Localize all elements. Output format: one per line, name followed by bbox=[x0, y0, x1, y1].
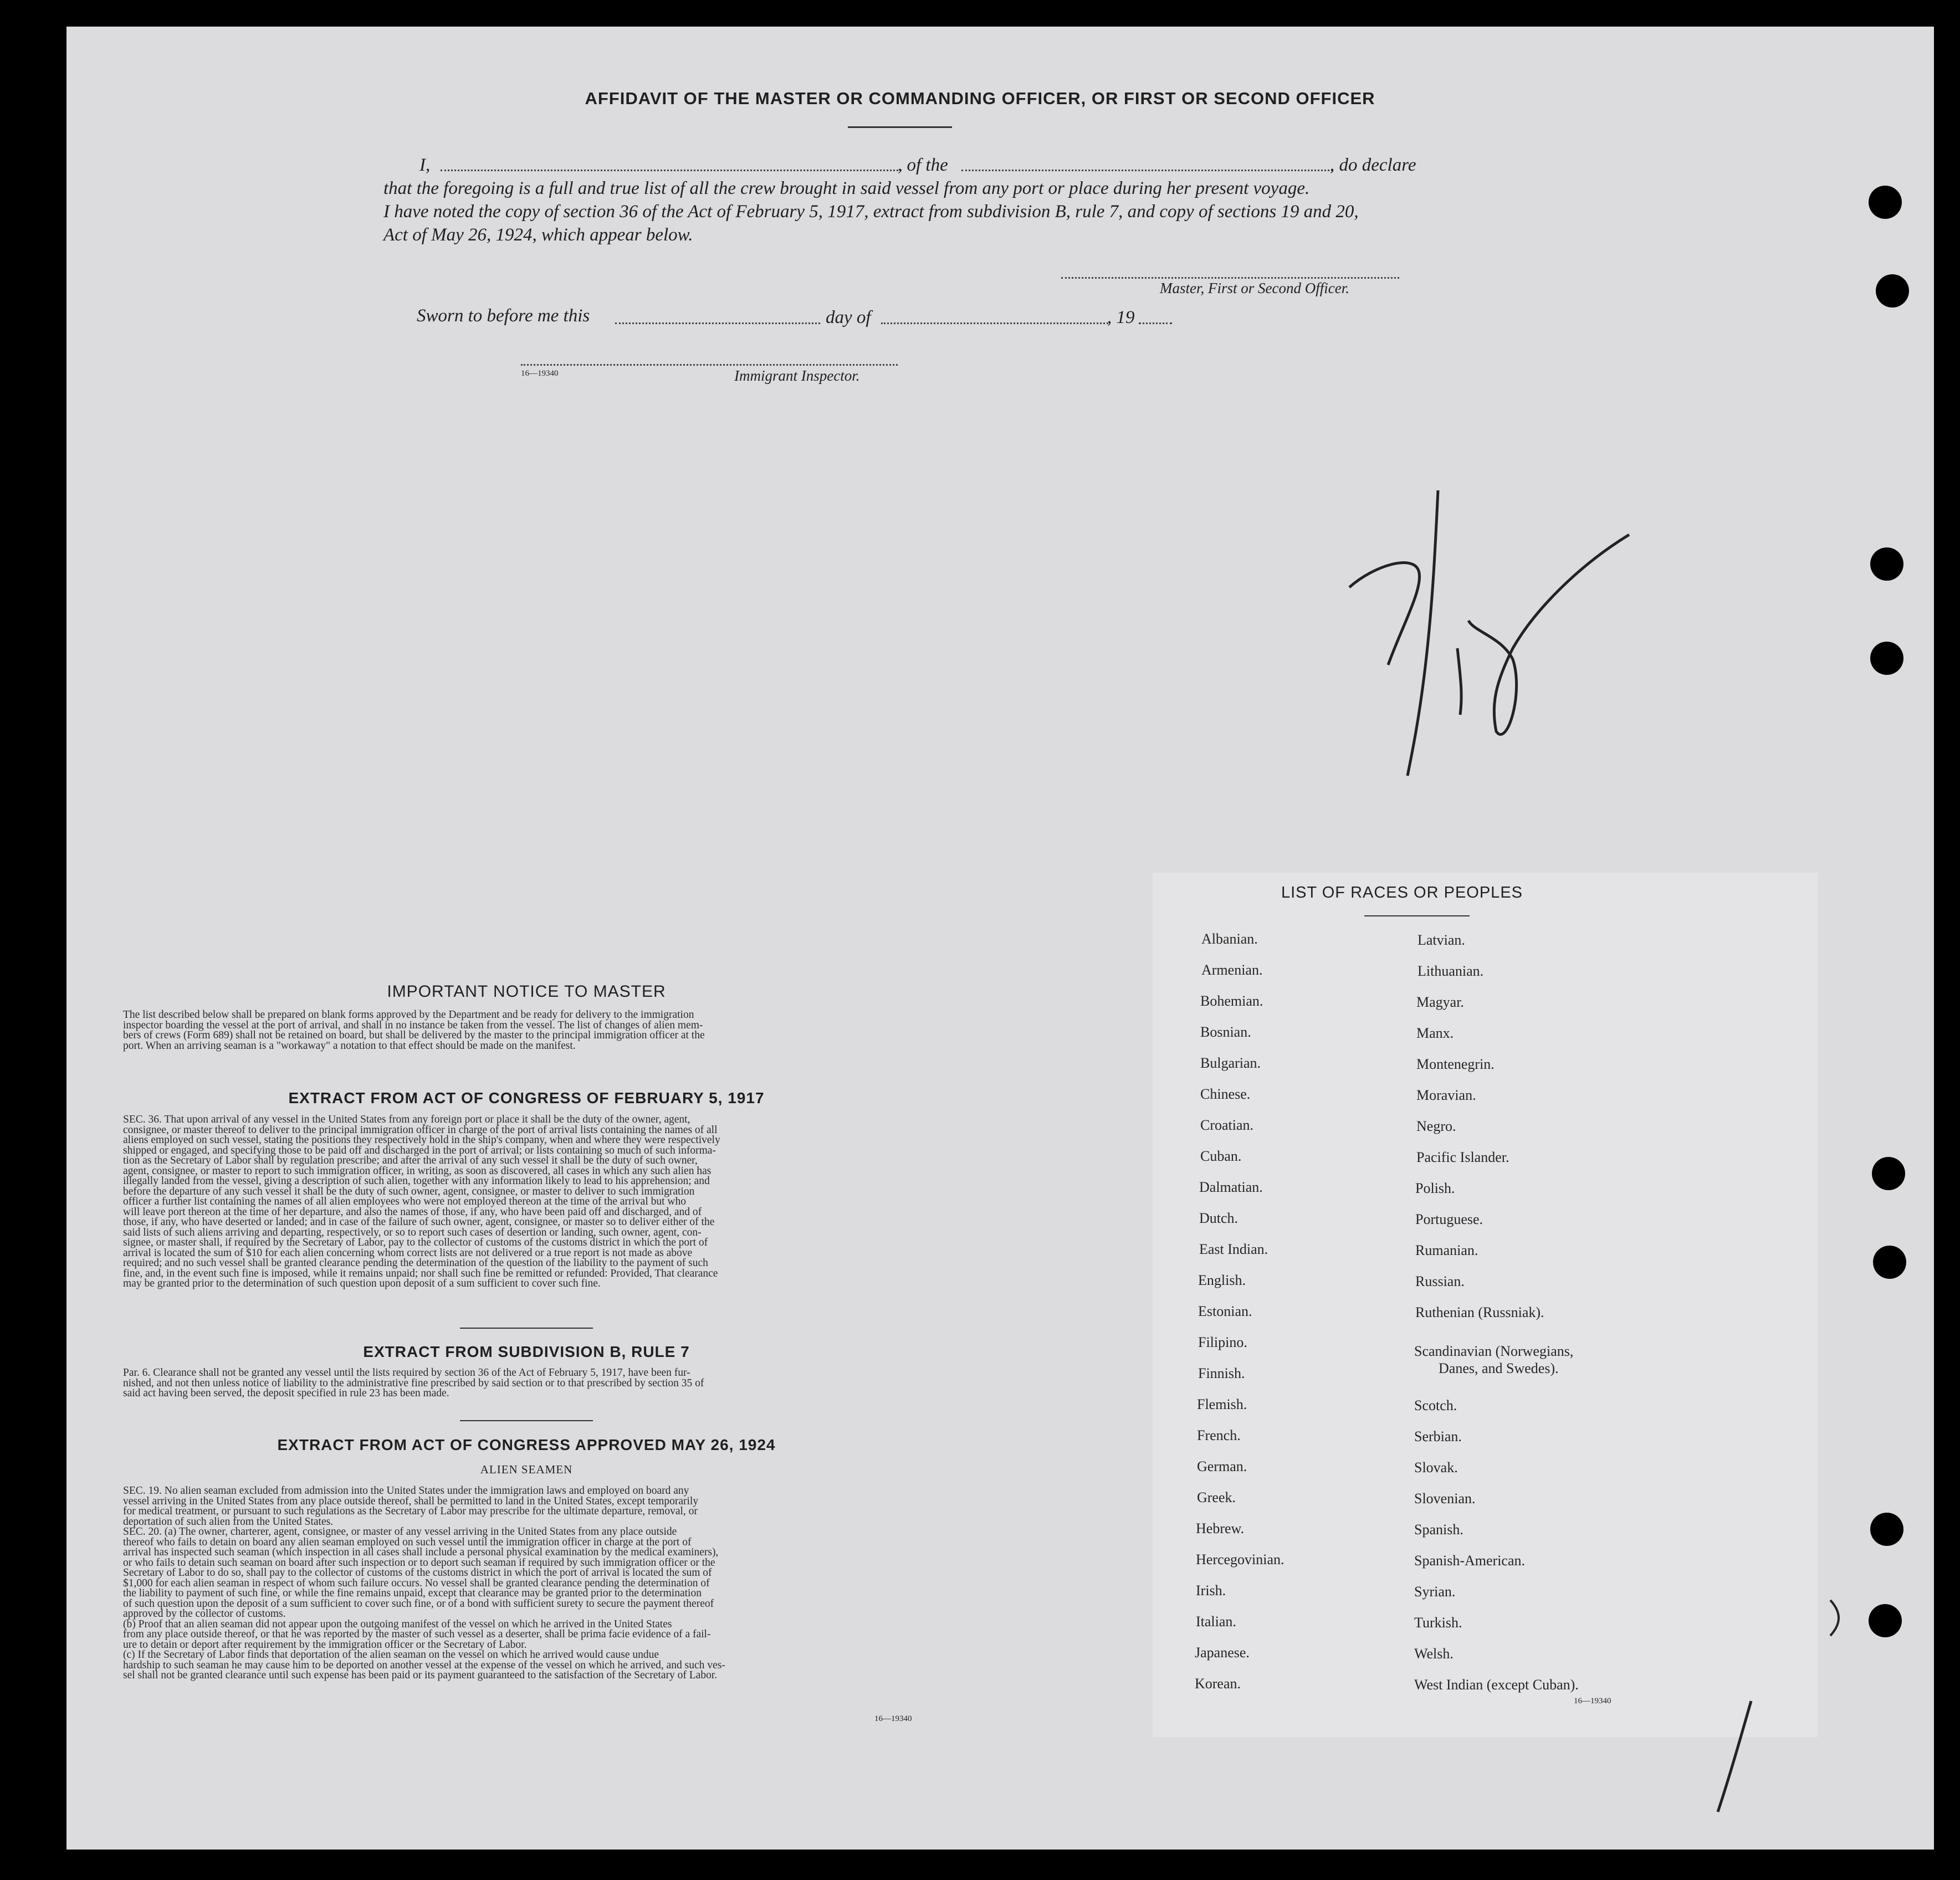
rule-7-line: Par. 6. Clearance shall not be granted any vessel until the lists required by section 36 of the Act of February 5, 1917, have been fur- bbox=[123, 1367, 690, 1379]
race-item: Filipino. bbox=[1198, 1334, 1247, 1350]
section-36-line: may be granted prior to the determination of such question upon deposit of a sum sufficient to cover such fine. bbox=[123, 1278, 601, 1289]
section-20-line: or who fails to detain such seaman on board after such inspection or to deport such seaman if required by such immigration officer or the bbox=[123, 1556, 715, 1569]
sworn-day-field[interactable] bbox=[615, 322, 820, 324]
race-item: West Indian (except Cuban). bbox=[1414, 1677, 1579, 1693]
race-item: Bosnian. bbox=[1200, 1024, 1251, 1040]
section-20-line: of such question upon the deposit of a sum sufficient to cover such fine, or of a bond with sufficient surety to secure the payment thereof bbox=[123, 1597, 714, 1610]
notice-title: IMPORTANT NOTICE TO MASTER bbox=[387, 982, 666, 1001]
race-item: Magyar. bbox=[1416, 994, 1464, 1010]
form-number: 16—19340 bbox=[1574, 1697, 1611, 1705]
extract-1924-title: EXTRACT FROM ACT OF CONGRESS APPROVED MAY 26, 1924 bbox=[277, 1436, 776, 1453]
race-item: Spanish. bbox=[1414, 1522, 1463, 1538]
race-item: Dutch. bbox=[1199, 1210, 1239, 1226]
race-item: Polish. bbox=[1415, 1180, 1455, 1196]
race-item: Serbian. bbox=[1414, 1428, 1462, 1444]
section-20-line: sel shall not be granted clearance until such expense has been paid or its payment guaranteed to the satisfaction of the Secretary of Labor. bbox=[123, 1669, 718, 1681]
vessel-field[interactable] bbox=[961, 170, 1333, 171]
race-item: Dalmatian. bbox=[1199, 1179, 1263, 1195]
races-title: LIST OF RACES OR PEOPLES bbox=[1281, 884, 1523, 901]
affidavit-line-4: Act of May 26, 1924, which appear below. bbox=[383, 225, 693, 245]
section-20-line: (c) If the Secretary of Labor finds that deportation of the alien seaman on the vessel on which he arrived would cause undue bbox=[123, 1649, 659, 1661]
section-20-line: (b) Proof that an alien seaman did not appear upon the outgoing manifest of the vessel on which he arrived in the United States bbox=[123, 1618, 672, 1630]
race-item: Welsh. bbox=[1414, 1646, 1454, 1662]
section-19-line: deportation of such alien from the United States. bbox=[123, 1515, 334, 1528]
section-divider bbox=[460, 1420, 593, 1421]
section-36-line: those, if any, who have deserted or landed; and in case of the failure of such owner, agent, consignee, or master so to deliver either of the bbox=[123, 1216, 715, 1228]
notice-line: bers of crews (Form 689) shall not be retained on board, but shall be delivered by the master to the principal immigration officer at the bbox=[123, 1029, 705, 1041]
race-item: Italian. bbox=[1196, 1613, 1236, 1630]
year-field[interactable] bbox=[1139, 322, 1172, 324]
race-item: Pacific Islander. bbox=[1416, 1149, 1509, 1165]
section-20-line: SEC. 20. (a) The owner, charterer, agent, consignee, or master of any vessel arriving in the United States from any place outside bbox=[123, 1526, 677, 1538]
race-item: Estonian. bbox=[1198, 1303, 1252, 1319]
affidavit-line-3: I have noted the copy of section 36 of the Act of February 5, 1917, extract from subdivision B, rule 7, and copy of sections 19 and 20, bbox=[383, 202, 1359, 222]
section-36-line: signee, or master shall, if required by the Secretary of Labor, pay to the collector of customs of the customs district in which the port of bbox=[123, 1237, 708, 1248]
section-36-line: agent, consignee, or master to report to such immigration officer, in writing, as soon as discovered, all cases in which any such alien has bbox=[123, 1165, 712, 1177]
affidavit-do-declare: , do declare bbox=[1330, 155, 1416, 175]
section-36-line: consignee, or master thereof to deliver to the principal immigration officer in charge of the port of arrival lists containing the names of all bbox=[123, 1124, 718, 1136]
section-36-line: officer a further list containing the names of all alien employees who were not employed thereon at the time of the arrival but who bbox=[123, 1196, 687, 1207]
race-item: Manx. bbox=[1416, 1025, 1454, 1041]
race-item-continued: Danes, and Swedes). bbox=[1439, 1360, 1559, 1376]
section-36-line: SEC. 36. That upon arrival of any vessel in the United States from any foreign port or place it shall be the duty of the owner, agent, bbox=[123, 1114, 690, 1125]
race-item: Armenian. bbox=[1201, 962, 1263, 978]
section-36-line: before the departure of any such vessel it shall be the duty of such owner, agent, consignee, or master to deliver to such immigration bbox=[123, 1185, 695, 1197]
race-item: Rumanian. bbox=[1415, 1242, 1478, 1258]
race-item: Lithuanian. bbox=[1417, 963, 1484, 979]
race-item: Russian. bbox=[1415, 1273, 1465, 1289]
race-item: Ruthenian (Russniak). bbox=[1415, 1304, 1544, 1320]
race-item: Albanian. bbox=[1201, 931, 1258, 947]
race-item: German. bbox=[1197, 1458, 1247, 1474]
punch-hole-icon bbox=[1873, 1246, 1906, 1279]
race-item: English. bbox=[1198, 1272, 1246, 1288]
master-signature-label: Master, First or Second Officer. bbox=[1160, 280, 1349, 296]
sworn-label: Sworn to before me this bbox=[417, 306, 590, 326]
affidavit-line-2: that the foregoing is a full and true list of all the crew brought in said vessel from any port or place during her present voyage. bbox=[383, 178, 1310, 198]
punch-hole-icon bbox=[1870, 642, 1903, 675]
notice-body bbox=[123, 1010, 935, 1051]
race-item: Spanish-American. bbox=[1414, 1553, 1526, 1569]
race-item: Korean. bbox=[1195, 1676, 1241, 1692]
form-number: 16—19340 bbox=[521, 369, 559, 378]
race-item: Bohemian. bbox=[1200, 993, 1263, 1009]
section-20-line: ure to detain or deport after requirement by the immigration officer or the Secretary of Labor. bbox=[123, 1638, 527, 1651]
rule-7-line: said act having been served, the deposit specified in rule 23 has been made. bbox=[123, 1387, 449, 1399]
punch-hole-icon bbox=[1870, 547, 1903, 581]
race-item: Slovak. bbox=[1414, 1459, 1458, 1476]
section-36-line: tion as the Secretary of Labor shall by regulation prescribe; and after the arrival of any such vessel it shall be the duty of such owner, bbox=[123, 1155, 698, 1166]
section-20-line: arrival has inspected such seaman (which inspection in all cases shall include a personal physical examination by the medical examiners), bbox=[123, 1546, 719, 1558]
handwritten-tick bbox=[1712, 1695, 1757, 1817]
extract-1917-body bbox=[123, 1115, 935, 1289]
race-item: French. bbox=[1197, 1427, 1241, 1443]
race-item: Chinese. bbox=[1200, 1086, 1251, 1102]
race-item: Montenegrin. bbox=[1416, 1056, 1495, 1072]
punch-hole-icon bbox=[1870, 1513, 1903, 1546]
race-item: Slovenian. bbox=[1414, 1490, 1476, 1507]
affidavit-i: I, bbox=[419, 155, 431, 175]
name-field[interactable] bbox=[441, 170, 902, 171]
race-item: Finnish. bbox=[1198, 1365, 1245, 1381]
alien-seamen-subtitle: ALIEN SEAMEN bbox=[480, 1463, 573, 1476]
section-36-line: required; and no such vessel shall be granted clearance pending the determination of the question of the liability to the payment of such bbox=[123, 1257, 708, 1269]
extract-1924-body bbox=[123, 1486, 935, 1681]
race-item: Scotch. bbox=[1414, 1397, 1457, 1413]
section-36-line: aliens employed on such vessel, stating the positions they respectively hold in the ship's company, when and where they were respectively bbox=[123, 1134, 720, 1146]
rule-7-body bbox=[123, 1368, 935, 1399]
punch-hole-icon bbox=[1876, 274, 1909, 308]
notice-line: inspector boarding the vessel at the port of arrival, and shall in no instance be taken from the vessel. The list of changes of alien mem- bbox=[123, 1019, 703, 1031]
section-19-line: vessel arriving in the United States from any place outside thereof, shall be permitted to land in the United States, except temporarily bbox=[123, 1495, 699, 1507]
day-of-label: day of bbox=[826, 308, 871, 327]
punch-hole-icon bbox=[1869, 186, 1902, 219]
section-20-line: approved by the collector of customs. bbox=[123, 1608, 286, 1620]
section-20-line: the liability to payment of such fine, or while the fine remains unpaid, except that clearance may be granted prior to the determination bbox=[123, 1587, 702, 1599]
race-item: Hercegovinian. bbox=[1196, 1551, 1285, 1567]
section-divider bbox=[460, 1328, 593, 1329]
race-item: Syrian. bbox=[1414, 1584, 1456, 1600]
race-item: East Indian. bbox=[1199, 1241, 1268, 1257]
extract-1917-title: EXTRACT FROM ACT OF CONGRESS OF FEBRUARY 5, 1917 bbox=[288, 1089, 765, 1107]
race-item: Portuguese. bbox=[1415, 1211, 1483, 1227]
rule-7-line: nished, and not then unless notice of liability to the administrative fine prescribed by said section or to that prescribed by section 35 of bbox=[123, 1377, 704, 1389]
master-signature-line[interactable] bbox=[1061, 277, 1399, 279]
handwritten-page-mark bbox=[1330, 482, 1640, 792]
section-20-line: $1,000 for each alien seaman in respect of whom such failure occurs. No vessel shall be granted clearance pending the determination of bbox=[123, 1577, 710, 1589]
race-item: Irish. bbox=[1196, 1582, 1226, 1599]
rule-7-title: EXTRACT FROM SUBDIVISION B, RULE 7 bbox=[363, 1343, 690, 1360]
section-36-line: fine, and, in the event such fine is imposed, while it remains unpaid; nor shall such fine be remitted or refunded: Provided, That clearance bbox=[123, 1267, 718, 1279]
section-20-line: from any place outside thereof, or that he was reported by the master of such vessel as a deserter, shall be prima facie evidence of a fail- bbox=[123, 1628, 711, 1640]
section-20-line: Secretary of Labor to do so, shall pay to the collector of customs of the customs district in which the port of arrival is located the sum of bbox=[123, 1567, 712, 1579]
form-number: 16—19340 bbox=[874, 1714, 912, 1723]
race-item: Flemish. bbox=[1197, 1396, 1247, 1412]
section-19-line: for medical treatment, or pursuant to such regulations as the Secretary of Labor may prescribe for the ultimate departure, removal, or bbox=[123, 1505, 698, 1517]
race-item: Cuban. bbox=[1200, 1148, 1242, 1164]
races-divider bbox=[1364, 915, 1470, 916]
section-19-line: SEC. 19. No alien seaman excluded from admission into the United States under the immigration laws and employed on board any bbox=[123, 1485, 689, 1497]
section-20-line: hardship to such seaman he may cause him to be deported on another vessel at the expense of the vessel on which he arrived, and such ves- bbox=[123, 1659, 725, 1671]
race-item: Croatian. bbox=[1200, 1117, 1254, 1133]
punch-hole-icon bbox=[1869, 1604, 1902, 1637]
section-36-line: shipped or engaged, and specifying those to be paid off and discharged in the port of arrival; or lists containing so much of such informa- bbox=[123, 1144, 716, 1156]
punch-hole-icon bbox=[1872, 1157, 1905, 1190]
year-label: , 19 bbox=[1107, 308, 1135, 327]
race-item: Moravian. bbox=[1416, 1087, 1476, 1103]
section-20-line: thereof who fails to detain on board any alien seaman employed on such vessel until the immigration officer in charge at the port of bbox=[123, 1536, 692, 1548]
affidavit-title: AFFIDAVIT OF THE MASTER OR COMMANDING OFFICER, OR FIRST OR SECOND OFFICER bbox=[585, 89, 1375, 108]
notice-line: port. When an arriving seaman is a "workaway" a notation to that effect should be made on the manifest. bbox=[123, 1039, 576, 1052]
race-item: Greek. bbox=[1197, 1489, 1236, 1505]
section-36-line: arrival is located the sum of $10 for each alien concerning whom correct lists are not delivered or a true report is not made as above bbox=[123, 1247, 693, 1259]
race-item: Latvian. bbox=[1417, 932, 1465, 948]
race-item: Bulgarian. bbox=[1200, 1055, 1261, 1071]
notice-line: The list described below shall be prepared on blank forms approved by the Department and be ready for delivery to the immigration bbox=[123, 1009, 694, 1021]
race-item: Negro. bbox=[1416, 1118, 1456, 1134]
handwritten-bracket bbox=[1826, 1596, 1848, 1640]
sworn-month-field[interactable] bbox=[881, 322, 1108, 324]
section-36-line: will leave port thereon at the time of her departure, and also the names of those, if any, who have been paid off and discharged, and of bbox=[123, 1206, 702, 1218]
affidavit-of-the: , of the bbox=[898, 155, 948, 175]
race-item: Hebrew. bbox=[1196, 1520, 1245, 1536]
inspector-label: Immigrant Inspector. bbox=[734, 367, 860, 384]
race-item: Turkish. bbox=[1414, 1615, 1462, 1631]
title-divider bbox=[848, 126, 952, 128]
inspector-signature-line[interactable] bbox=[521, 364, 898, 366]
section-36-line: illegally landed from the vessel, giving a description of such alien, together with any information likely to lead to his apprehension; and bbox=[123, 1175, 710, 1187]
race-item: Japanese. bbox=[1195, 1645, 1250, 1661]
section-36-line: said lists of such aliens arriving and departing, respectively, or so to report such cases of desertion or landing, such owner, agent, con- bbox=[123, 1226, 702, 1238]
race-item: Scandinavian (Norwegians, bbox=[1414, 1343, 1574, 1359]
